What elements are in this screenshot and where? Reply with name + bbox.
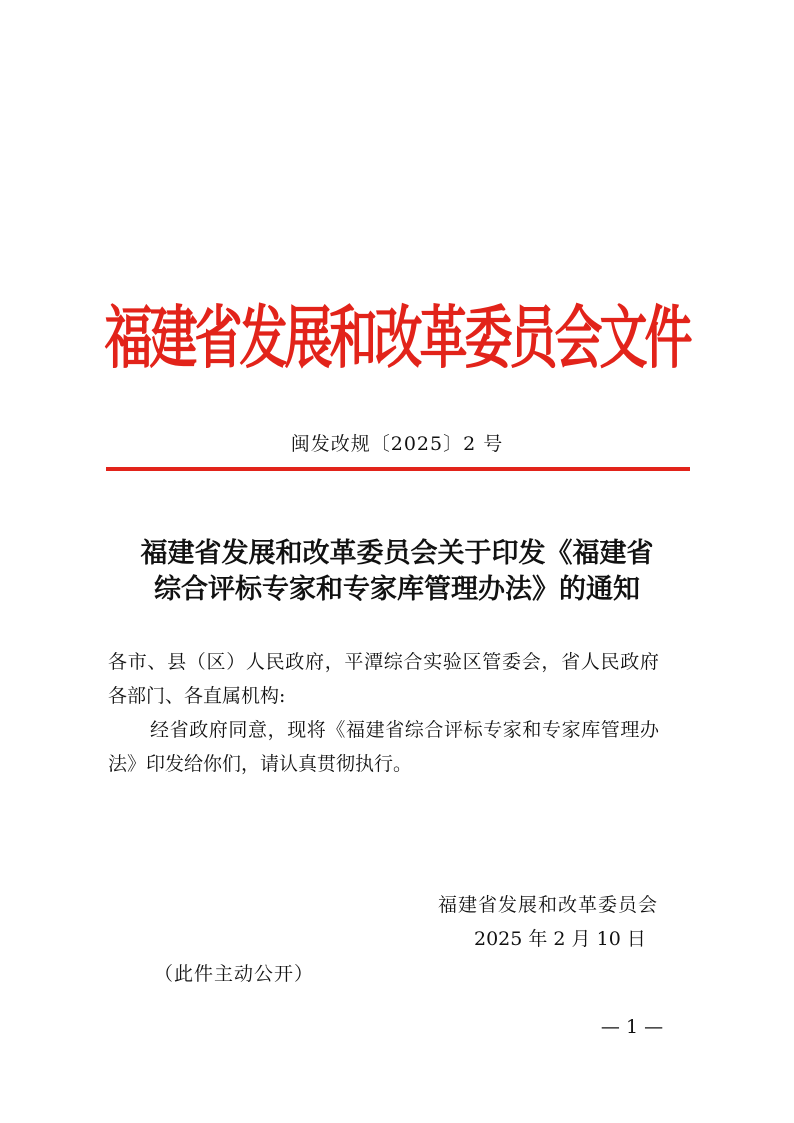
body-paragraph-line-2: 法》印发给你们，请认真贯彻执行。 <box>108 753 413 775</box>
notice-title <box>100 536 694 608</box>
document-number: 闽发改规〔2025〕2 号 <box>290 433 504 455</box>
notice-title-line-2: 综合评标专家和专家库管理办法》的通知 <box>154 574 640 605</box>
signature-date: 2025 年 2 月 10 日 <box>474 928 646 950</box>
body-paragraph-line-1: 经省政府同意，现将《福建省综合评标专家和专家库管理办 <box>150 719 660 741</box>
red-divider-rule <box>106 467 690 471</box>
public-disclosure-note: （此件主动公开） <box>154 963 315 985</box>
salutation-line-2: 各部门、各直属机构: <box>108 685 286 707</box>
document-header-title: 福建省发展和改革委员会文件 <box>104 299 690 379</box>
salutation-line-1: 各市、县（区）人民政府，平潭综合实验区管委会，省人民政府 <box>108 651 660 673</box>
notice-title-line-1: 福建省发展和改革委员会关于印发《福建省 <box>140 538 654 569</box>
signature-organization: 福建省发展和改革委员会 <box>438 894 659 916</box>
page-number: — 1 — <box>600 1016 664 1038</box>
